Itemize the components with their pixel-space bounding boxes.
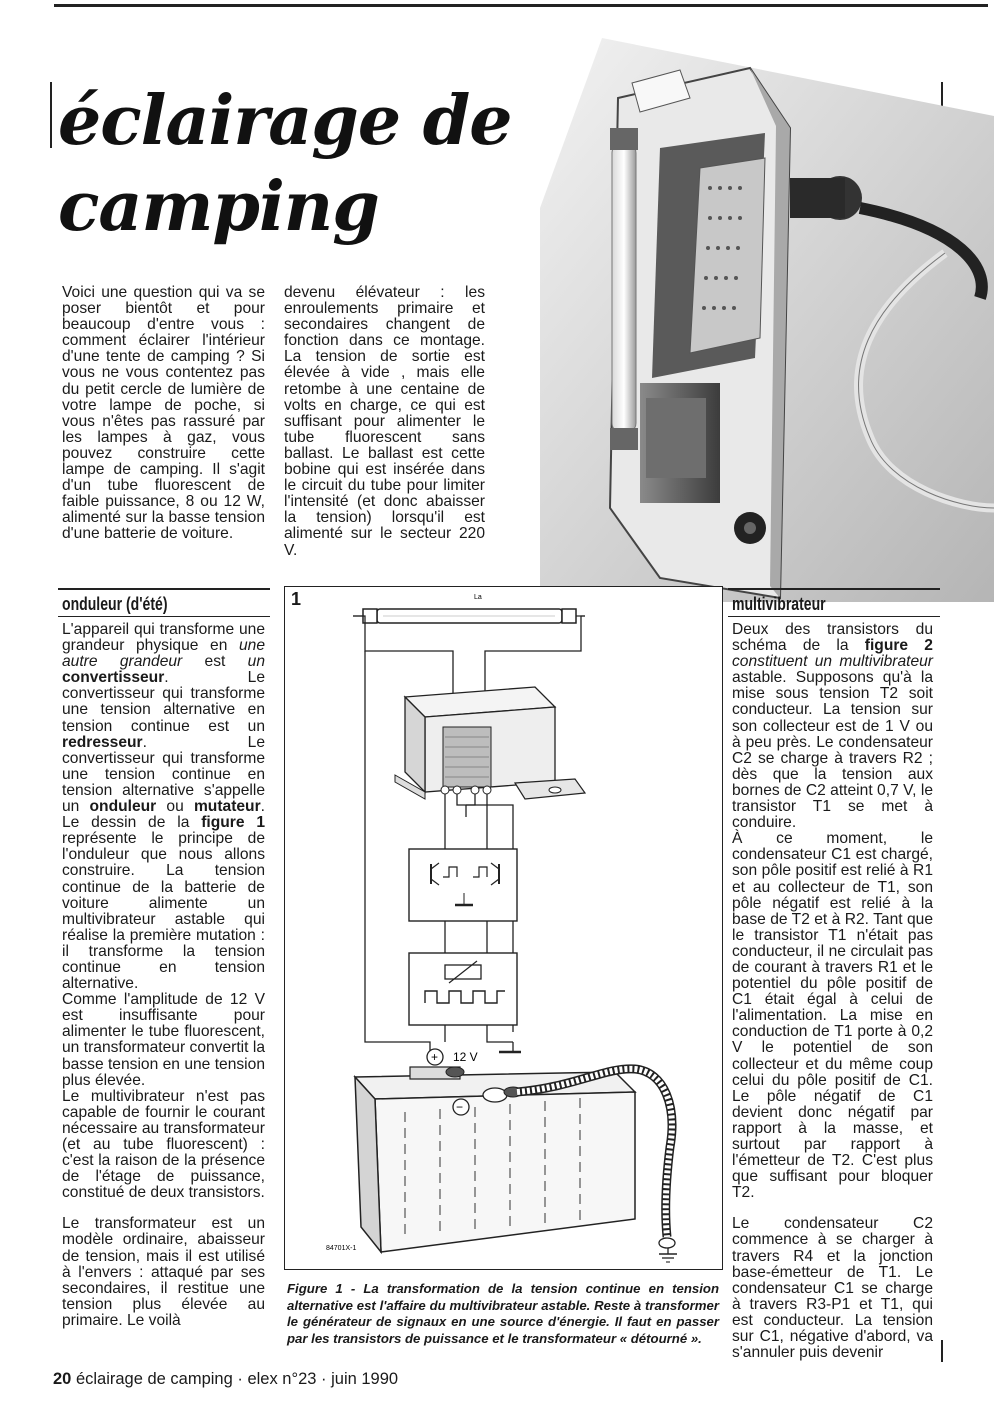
section-underline-onduleur (58, 616, 270, 617)
section-heading-multivibrateur: multivibrateur (732, 594, 826, 614)
multivibrateur-paragraph-1: Deux des transistors du schéma de la figure 2 constituent un multivibrateur astable. Supposons qu'à la mise sous tension T2 soit conducteur. La tension sur son collecteur est de 1 V ou à peu près. Le condensateur C2 se charge à travers R2 ; dès que la tension aux bornes de C2 atteint 0,7 V, le transistor T1 se met à conduire. (732, 621, 933, 832)
section-heading-onduleur: onduleur (d'été) (62, 594, 168, 614)
intro-paragraph-1: Voici une question qui va se poser bientôt et pour beaucoup d'entre vous : comment éclairer l'intérieur d'une tente de camping ? Si vous ne vous contentez pas du petit cercle de lumière de votre lampe de poche, si vous n'êtes pas rassuré par les lampes à gaz, vous pouvez construire cette lampe de camping. Il s'agit d'un tube fluorescent de faible puissance, 8 ou 12 W, alimenté sur la basse tension d'une batterie de voiture. (62, 284, 265, 543)
intro-paragraph-2: devenu élévateur : les enroulements primaire et secondaires changent de fonction dans ce montage. La tension de sortie est élevée à vide , mais elle retombe à une centaine de volts en charge, ce qui est suffisant pour alimenter le tube fluorescent sans ballast. Le ballast est cette bobine qui est insérée dans le circuit du tube pour limiter l'intensité (et donc abaisser la tension) lorsqu'il est alimenté sur le secteur 220 V. (284, 284, 485, 559)
onduleur-column (62, 622, 265, 1329)
car-battery (355, 1067, 635, 1252)
multivibrateur-paragraph-2: À ce moment, le condensateur C1 est chargé, son pôle positif est relié à R1 et au collecteur de T1, son pôle négatif est relié à la base de T2 et à R2. Tant que le transistor T1 n'était pas conducteur, il ne circulait pas de courant à travers R1 et le potentiel du pôle positif de C1 était égal à celui de l'alimentation. La mise en conduction de T1 porte à 0,2 V le potentiel de son collecteur et du même coup celui du pôle positif de C1. Le pôle négatif de C1 devient donc négatif par rapport à la masse, et surtout par rapport à l'émetteur de T2. C'est plus que suffisant pour bloquer T2. (732, 830, 933, 1202)
lamp-photo (540, 38, 994, 602)
tube-label: La (474, 594, 482, 601)
figure-1-caption: Figure 1 - La transformation de la tension continue en tension alternative est l'affaire du multivibrateur astable. Reste à transformer le générateur de signaux en une source d'énergie. Il faut en passer par les transistors de puissance et le transformateur « détourné ». (287, 1281, 719, 1346)
multivibrator-box (409, 953, 517, 1025)
page-footer (53, 1370, 398, 1389)
figure-1-diagram (285, 587, 722, 1269)
minus-sign: − (456, 1100, 464, 1114)
top-rule (54, 4, 988, 7)
article-title (58, 78, 598, 250)
multivibrateur-paragraph-3: Le condensateur C2 commence à se charger à travers R4 et la jonction base-émetteur de T1. Le condensateur C1 se charge à travers R3-P1 et T1, qui est conducteur. La tension sur C1, négative d'abord, va s'annuler puis devenir (732, 1215, 933, 1362)
section-rule-onduleur (58, 588, 270, 590)
intro-column-1 (62, 285, 265, 543)
plus-sign: + (431, 1050, 439, 1064)
title-line-1: éclairage de (58, 81, 512, 161)
figure-number: 1 (291, 589, 302, 609)
onduleur-paragraph-4: Le transformateur est un modèle ordinaire, abaisseur de tension, mais il est utilisé à l'envers : attaqué par ses secondaires, il restitue une tension plus élevée au primaire. Le voilà (62, 1215, 265, 1329)
fluorescent-tube (353, 609, 585, 623)
voltage-label: 12 V (453, 1050, 478, 1064)
figure-ref-code: 84701X-1 (326, 1245, 357, 1252)
figure-1-box (284, 586, 723, 1270)
title-line-2: camping (58, 167, 379, 247)
onduleur-paragraph-1: L'appareil qui transforme une grandeur physique en une autre grandeur est un convertisseur. Le convertisseur qui transforme une tension alternative en tension continue est un redresseur. Le convertisseur qui transforme une tension continue en tension alternative s'appelle un onduleur ou mutateur. Le dessin de la figure 1 représente le principe de l'onduleur que nous allons construire. La tension continue de la batterie de voiture alimente un multivibrateur astable qui réalise la première mutation : il transforme la tension continue en tension alternative. (62, 621, 266, 993)
onduleur-paragraph-3: Le multivibrateur n'est pas capable de fournir le courant nécessaire au transformateur (et au tube fluorescent) : c'est la raison de la présence de l'étage de puissance, constitué de deux transistors. (62, 1087, 265, 1202)
intro-column-2 (284, 285, 485, 559)
power-stage-box (409, 817, 517, 921)
section-underline-multivibrateur (728, 616, 940, 617)
onduleur-paragraph-2: Comme l'amplitude de 12 V est insuffisante pour alimenter le tube fluorescent, un transformateur convertit la basse tension en une tension plus élevée. (62, 991, 265, 1089)
page-number: 20 (53, 1370, 72, 1388)
multivibrateur-column (732, 622, 933, 1361)
transformer (395, 687, 585, 799)
section-rule-multivibrateur (728, 588, 940, 590)
left-margin-rule (50, 82, 52, 148)
footer-text: éclairage de camping · elex n°23 · juin 1990 (71, 1370, 399, 1388)
bottom-right-rule (941, 1340, 943, 1362)
